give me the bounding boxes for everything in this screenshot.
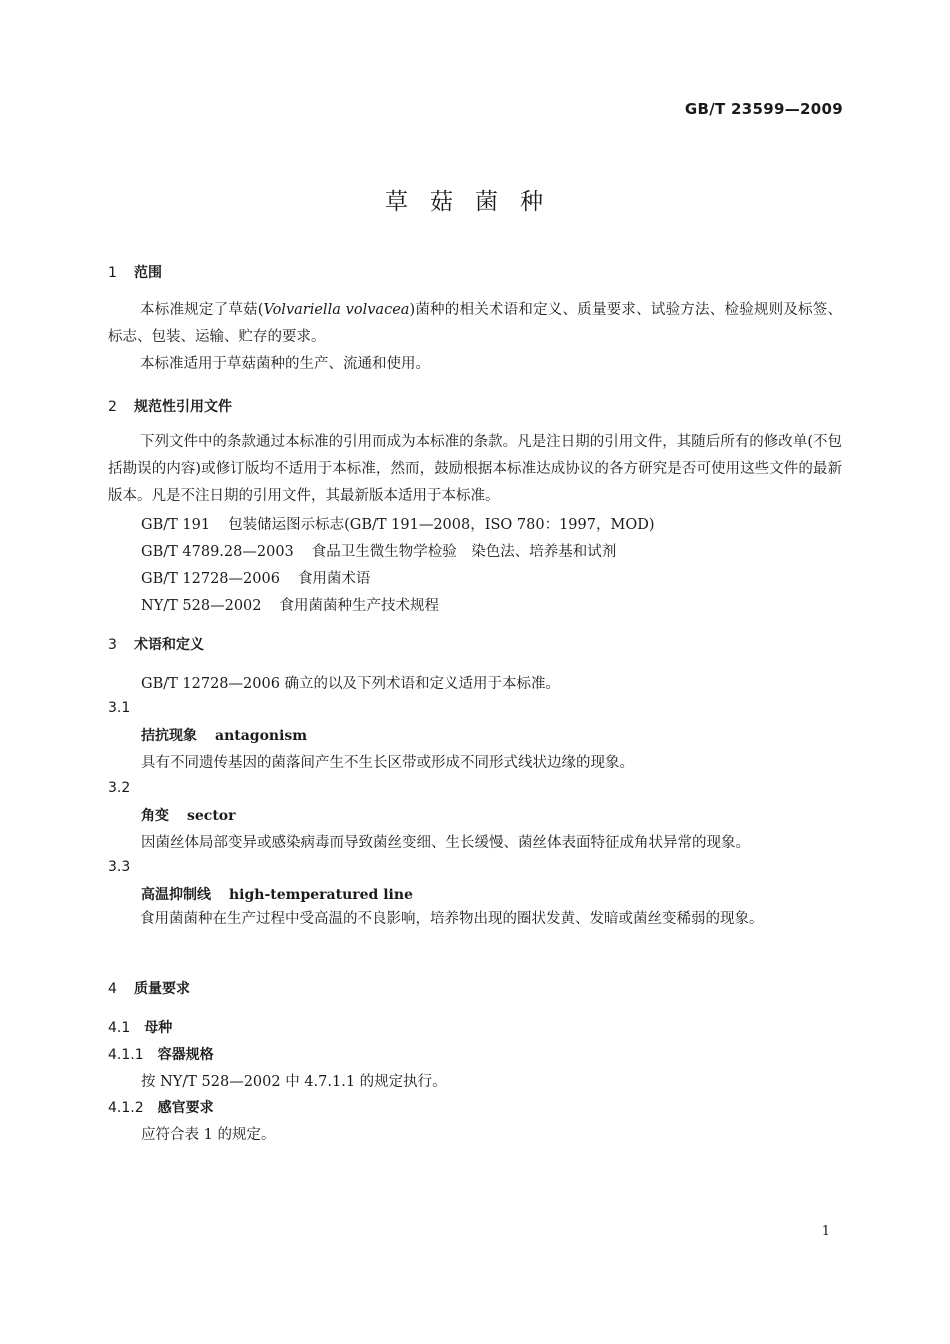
clause-number: 4.1	[108, 1020, 131, 1036]
section-number: 2	[108, 399, 117, 415]
latin-name: Volvariella volvacea	[263, 302, 410, 318]
section-1-paragraph-2: 本标准适用于草菇菌种的生产、流通和使用。	[140, 356, 430, 372]
section-number: 4	[108, 981, 117, 997]
reference-item	[141, 567, 370, 588]
standard-number: GB/T 23599—2009	[684, 100, 843, 118]
clause-title: 感官要求	[157, 1100, 214, 1116]
reference-title: 食用菌术语	[297, 571, 371, 587]
term-definition: 因菌丝体局部变异或感染病毒而导致菌丝变细、生长缓慢、菌丝体表面特征成角状异常的现象。	[141, 835, 750, 851]
section-title: 范围	[134, 265, 162, 281]
term-entry	[141, 725, 307, 745]
term-definition: 食用菌菌种在生产过程中受高温的不良影响，培养物出现的圈状发黄、发暗或菌丝变稀弱的现象。	[140, 911, 764, 927]
reference-title: 食用菌菌种生产技术规程	[279, 598, 440, 614]
text-run: 本标准规定了草菇(	[140, 302, 264, 318]
section-number: 3	[108, 637, 117, 653]
section-1-heading	[108, 262, 162, 282]
text-run: )菌种的相关术语和定义、质量要求、试验方法、检验规则及标签、标志、包装、运输、贮存的要求。	[108, 302, 843, 345]
reference-item	[141, 540, 616, 561]
reference-item	[141, 594, 439, 615]
clause-4-1	[108, 1017, 172, 1037]
reference-title: 食品卫生微生物学检验 染色法、培养基和试剂	[311, 544, 617, 560]
section-3-intro: GB/T 12728—2006 确立的以及下列术语和定义适用于本标准。	[141, 676, 561, 692]
term-entry	[141, 884, 413, 904]
clause-4-1-1-text: 按 NY/T 528—2002 中 4.7.1.1 的规定执行。	[141, 1074, 447, 1090]
section-number: 1	[108, 265, 117, 281]
reference-code: GB/T 12728—2006	[141, 571, 280, 587]
clause-title: 母种	[144, 1020, 173, 1036]
term-en: high-temperatured line	[229, 887, 413, 903]
clause-4-1-2	[108, 1097, 214, 1117]
clause-number: 4.1.2	[108, 1100, 144, 1116]
term-en: sector	[187, 808, 236, 824]
section-title: 规范性引用文件	[134, 399, 232, 415]
term-entry	[141, 805, 236, 825]
section-title: 质量要求	[134, 981, 190, 997]
clause-title: 容器规格	[157, 1047, 214, 1063]
reference-title: 包装储运图示标志(GB/T 191—2008，ISO 780：1997，MOD)	[228, 517, 655, 533]
document-title: 草菇菌种	[385, 189, 565, 215]
section-2-heading	[108, 396, 232, 416]
reference-code: GB/T 4789.28—2003	[141, 544, 294, 560]
section-2-paragraph: 下列文件中的条款通过本标准的引用而成为本标准的条款。凡是注日期的引用文件，其随后所有的修改单(不包括勘误的内容)或修订版均不适用于本标准，然而，鼓励根据本标准达成协议的各方研究是否可使用这些文件的最新版本。凡是不注日期的引用文件，其最新版本适用于本标准。	[108, 434, 842, 504]
clause-4-1-2-text: 应符合表 1 的规定。	[141, 1127, 276, 1143]
page-number: 1	[821, 1224, 830, 1239]
reference-code: NY/T 528—2002	[141, 598, 262, 614]
term-zh: 角变	[141, 808, 169, 824]
section-1-paragraph-1	[108, 297, 842, 351]
reference-code: GB/T 191	[141, 517, 211, 533]
section-title: 术语和定义	[134, 637, 204, 653]
term-number: 3.2	[108, 780, 131, 796]
term-number: 3.1	[108, 700, 131, 716]
clause-4-1-1	[108, 1044, 214, 1064]
term-zh: 高温抑制线	[141, 887, 211, 903]
term-zh: 拮抗现象	[141, 728, 197, 744]
clause-number: 4.1.1	[108, 1047, 144, 1063]
term-definition: 具有不同遗传基因的菌落间产生不生长区带或形成不同形式线状边缘的现象。	[141, 755, 634, 771]
section-4-heading	[108, 978, 190, 998]
reference-item	[141, 513, 654, 534]
term-en: antagonism	[215, 728, 308, 744]
section-3-heading	[108, 634, 204, 654]
term-number: 3.3	[108, 859, 131, 875]
